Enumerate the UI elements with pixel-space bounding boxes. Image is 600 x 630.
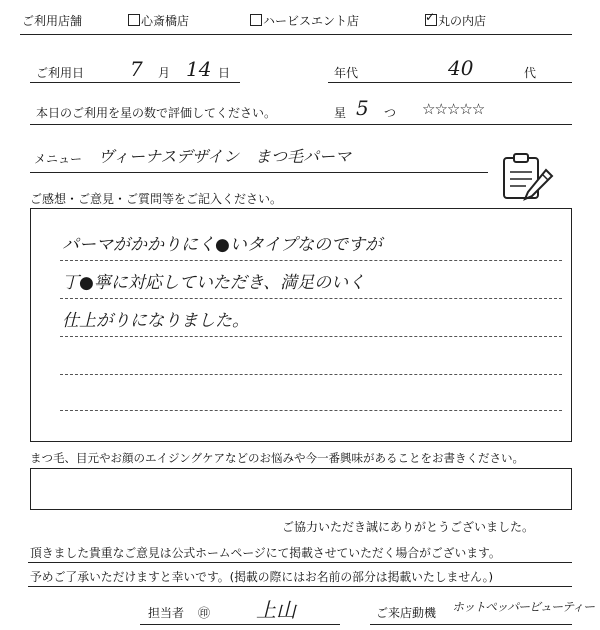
rating-unit: つ <box>384 106 397 120</box>
comment-line-3: 仕上がりになりました。 <box>62 311 249 331</box>
clipboard-pencil-icon <box>498 150 554 206</box>
age-value: 40 <box>448 56 474 80</box>
star-rating-icons: ☆☆☆☆☆ <box>422 100 485 118</box>
menu-label: メニュー <box>34 152 83 166</box>
date-underline <box>30 82 240 83</box>
store-option-label: ハービスエント店 <box>263 14 360 28</box>
seal-icon: ㊞ <box>198 606 211 620</box>
visit-day: 14 <box>186 57 212 81</box>
menu-underline <box>30 172 488 173</box>
trigger-underline <box>370 624 572 625</box>
ruled-line <box>60 374 562 375</box>
comment-line-2: 丁●寧に対応していただき、満足のいく <box>62 273 366 293</box>
menu-value: ヴィーナスデザイン まつ毛パーマ <box>98 147 351 166</box>
store-option-label: 丸の内店 <box>438 14 487 28</box>
date-label: ご利用日 <box>36 66 85 80</box>
ruled-line <box>60 260 562 261</box>
staff-underline <box>140 624 340 625</box>
publication-notice-line-2: 予めご了承いただけますと幸いです。(掲載の際にはお名前の部分は掲載いたしません。) <box>30 570 494 584</box>
age-label: 年代 <box>334 66 359 80</box>
checked-checkbox-icon[interactable] <box>425 14 437 26</box>
interest-box[interactable] <box>30 468 572 510</box>
store-option-marunouchi[interactable] <box>425 12 486 29</box>
rating-underline <box>30 124 572 125</box>
store-option-herbis[interactable] <box>250 12 359 29</box>
age-underline <box>328 82 572 83</box>
ruled-line <box>60 410 562 411</box>
star-label: 星 <box>334 106 347 120</box>
thanks-text: ご協力いただき誠にありがとうございました。 <box>282 520 535 534</box>
age-unit: 代 <box>524 66 537 80</box>
staff-label: 担当者 <box>148 606 185 620</box>
checkbox-icon[interactable] <box>128 14 140 26</box>
store-label: ご利用店舗 <box>22 14 83 28</box>
ruled-line <box>60 298 562 299</box>
store-option-shinsaibashi[interactable] <box>128 12 189 29</box>
checkbox-icon[interactable] <box>250 14 262 26</box>
store-option-label: 心斎橋店 <box>141 14 190 28</box>
visit-month: 7 <box>130 57 143 81</box>
staff-name: 上山 <box>256 598 296 622</box>
publication-notice-line-1: 頂きました貴重なご意見は公式ホームページにて掲載させていただく場合がございます。 <box>30 546 501 560</box>
rating-value: 5 <box>356 96 369 120</box>
ruled-line <box>60 336 562 337</box>
notice-underline <box>28 562 572 563</box>
visit-trigger-label: ご来店動機 <box>376 606 437 620</box>
comments-prompt: ご感想・ご意見・ご質問等をご記入ください。 <box>30 192 283 206</box>
divider <box>20 34 572 35</box>
rating-prompt: 本日のご利用を星の数で評価してください。 <box>36 106 277 120</box>
visit-trigger-value: ホットペッパービューティー <box>452 600 595 614</box>
month-unit: 月 <box>158 66 171 80</box>
day-unit: 日 <box>218 66 231 80</box>
interest-prompt: まつ毛、目元やお顔のエイジングケアなどのお悩みや今一番興味があることをお書きください。 <box>30 451 524 465</box>
notice-underline <box>28 586 572 587</box>
comment-line-1: パーマがかかりにく●いタイプなのですが <box>62 235 382 255</box>
